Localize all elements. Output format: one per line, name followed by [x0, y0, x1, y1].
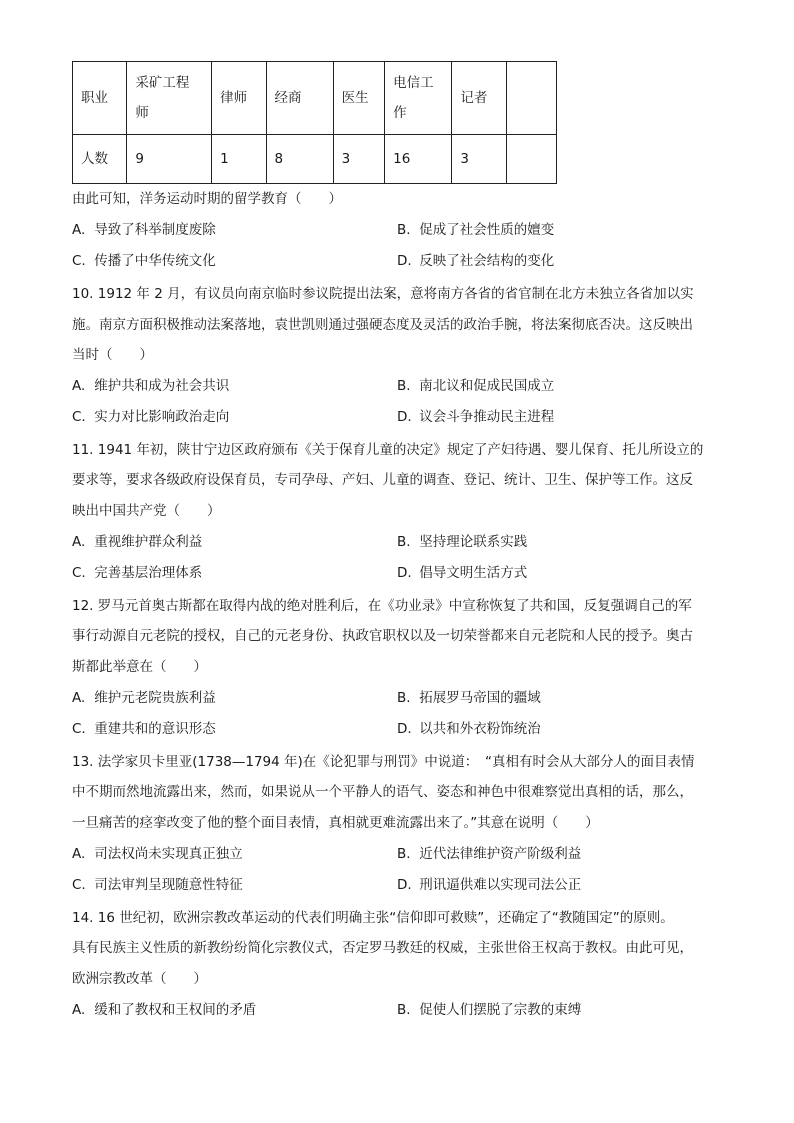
q12-option-b[interactable] — [397, 688, 541, 708]
table-header-cell: 职业 — [73, 62, 127, 135]
q13-option-d[interactable] — [397, 875, 581, 895]
option-key: B. — [397, 534, 411, 550]
q13-option-a[interactable] — [72, 844, 243, 864]
table-cell: 人数 — [73, 135, 127, 184]
question-12-line: 12. 罗马元首奥古斯都在取得内战的绝对胜利后，在《功业录》中宣称恢复了共和国，反复强调自己的军 — [72, 598, 692, 614]
question-14-line: 欧洲宗教改革（ ） — [72, 971, 207, 987]
option-text: 维护共和成为社会共识 — [94, 378, 230, 394]
question-13-line: 中不期而然地流露出来，然而，如果说从一个平静人的语气、姿态和神色中很难察觉出真相的话，那么， — [72, 784, 693, 800]
q9-option-d[interactable] — [397, 251, 554, 271]
question-10-line: 施。南京方面积极推动法案落地，袁世凯则通过强硬态度及灵活的政治手腕，将法案彻底否决。这反映出 — [72, 317, 693, 333]
table-cell: 1 — [212, 135, 266, 184]
occupation-table — [72, 61, 557, 184]
option-key: C. — [72, 253, 86, 269]
q11-option-c[interactable] — [72, 563, 202, 583]
q10-option-a[interactable] — [72, 376, 229, 396]
option-text: 重视维护群众利益 — [94, 534, 203, 550]
q9-option-c[interactable] — [72, 251, 216, 271]
question-12-line: 斯都此举意在（ ） — [72, 659, 207, 675]
table-header-cell: 采矿工程 师 — [127, 62, 212, 135]
q14-option-b[interactable] — [397, 1000, 581, 1020]
question-13-line: 一旦痛苦的痉挛改变了他的整个面目表情，真相就更难流露出来了。”其意在说明（ ） — [72, 815, 599, 831]
option-key: D. — [397, 877, 412, 893]
q13-option-b[interactable] — [397, 844, 581, 864]
question-13-line: 13. 法学家贝卡里亚(1738—1794 年)在《论犯罪与刑罚》中说道： “真相有时会从大部分人的面目表情 — [72, 754, 695, 770]
q9-option-b[interactable] — [397, 220, 554, 240]
option-key: A. — [72, 1002, 86, 1018]
option-key: A. — [72, 222, 86, 238]
table-header-cell: 经商 — [266, 62, 333, 135]
table-row — [73, 135, 557, 184]
option-key: B. — [397, 1002, 411, 1018]
option-text: 传播了中华传统文化 — [94, 253, 216, 269]
option-text: 司法审判呈现随意性特征 — [94, 877, 243, 893]
option-text: 倡导文明生活方式 — [419, 565, 528, 581]
q12-option-a[interactable] — [72, 688, 216, 708]
question-12-line: 事行动源自元老院的授权，自己的元老身份、执政官职权以及一切荣誉都来自元老院和人民的授予。奥古 — [72, 628, 693, 644]
option-key: C. — [72, 409, 86, 425]
option-key: A. — [72, 690, 86, 706]
q10-option-d[interactable] — [397, 407, 554, 427]
option-text: 近代法律维护资产阶级利益 — [419, 846, 582, 862]
option-key: D. — [397, 565, 412, 581]
option-key: C. — [72, 565, 86, 581]
option-key: C. — [72, 877, 86, 893]
question-11-line: 11. 1941 年初，陕甘宁边区政府颁布《关于保育儿童的决定》规定了产妇待遇、婴儿保育、托儿所设立的 — [72, 442, 704, 458]
table-cell — [506, 135, 556, 184]
question-14-line: 14. 16 世纪初，欧洲宗教改革运动的代表们明确主张“信仰即可救赎”，还确定了“教随国定”的原则。 — [72, 910, 674, 926]
option-text: 拓展罗马帝国的疆域 — [419, 690, 541, 706]
option-key: A. — [72, 846, 86, 862]
question-14-line: 具有民族主义性质的新教纷纷简化宗教仪式，否定罗马教廷的权威，主张世俗王权高于教权。由此可见， — [72, 940, 693, 956]
table-cell: 8 — [266, 135, 333, 184]
table-header-cell: 律师 — [212, 62, 266, 135]
option-key: A. — [72, 534, 86, 550]
table-header-cell: 医生 — [333, 62, 384, 135]
table-header-cell: 电信工 作 — [385, 62, 452, 135]
table-cell: 3 — [333, 135, 384, 184]
q9-option-a[interactable] — [72, 220, 216, 240]
table-header-cell — [506, 62, 556, 135]
q13-option-c[interactable] — [72, 875, 243, 895]
question-11-line: 要求等，要求各级政府设保育员，专司孕母、产妇、儿童的调查、登记、统计、卫生、保护等工作。这反 — [72, 472, 693, 488]
option-text: 以共和外衣粉饰统治 — [419, 721, 541, 737]
option-key: B. — [397, 690, 411, 706]
option-key: A. — [72, 378, 86, 394]
option-text: 坚持理论联系实践 — [419, 534, 528, 550]
question-9-stem: 由此可知，洋务运动时期的留学教育（ ） — [72, 191, 342, 207]
q11-option-a[interactable] — [72, 532, 202, 552]
option-key: D. — [397, 409, 412, 425]
option-key: C. — [72, 721, 86, 737]
option-key: B. — [397, 222, 411, 238]
option-text: 缓和了教权和王权间的矛盾 — [94, 1002, 257, 1018]
q11-option-d[interactable] — [397, 563, 527, 583]
option-text: 反映了社会结构的变化 — [419, 253, 555, 269]
table-cell: 9 — [127, 135, 212, 184]
q10-option-c[interactable] — [72, 407, 229, 427]
q14-option-a[interactable] — [72, 1000, 256, 1020]
table-cell: 3 — [452, 135, 506, 184]
option-text: 南北议和促成民国成立 — [419, 378, 555, 394]
option-text: 导致了科举制度废除 — [94, 222, 216, 238]
option-text: 刑讯逼供难以实现司法公正 — [419, 877, 582, 893]
question-11-line: 映出中国共产党（ ） — [72, 503, 221, 519]
option-key: B. — [397, 378, 411, 394]
q12-option-c[interactable] — [72, 719, 216, 739]
option-key: B. — [397, 846, 411, 862]
q11-option-b[interactable] — [397, 532, 527, 552]
option-key: D. — [397, 721, 412, 737]
q12-option-d[interactable] — [397, 719, 541, 739]
option-text: 完善基层治理体系 — [94, 565, 203, 581]
option-text: 实力对比影响政治走向 — [94, 409, 230, 425]
option-text: 重建共和的意识形态 — [94, 721, 216, 737]
option-text: 促成了社会性质的嬗变 — [419, 222, 555, 238]
question-10-line: 当时（ ） — [72, 347, 153, 363]
option-text: 促使人们摆脱了宗教的束缚 — [419, 1002, 582, 1018]
option-text: 议会斗争推动民主进程 — [419, 409, 555, 425]
option-key: D. — [397, 253, 412, 269]
table-header-row — [73, 62, 557, 135]
q10-option-b[interactable] — [397, 376, 554, 396]
table-header-cell: 记者 — [452, 62, 506, 135]
option-text: 司法权尚未实现真正独立 — [94, 846, 243, 862]
table-cell: 16 — [385, 135, 452, 184]
question-10-line: 10. 1912 年 2 月，有议员向南京临时参议院提出法案，意将南方各省的省官制在北方未独立各省加以实 — [72, 286, 694, 302]
option-text: 维护元老院贵族利益 — [94, 690, 216, 706]
